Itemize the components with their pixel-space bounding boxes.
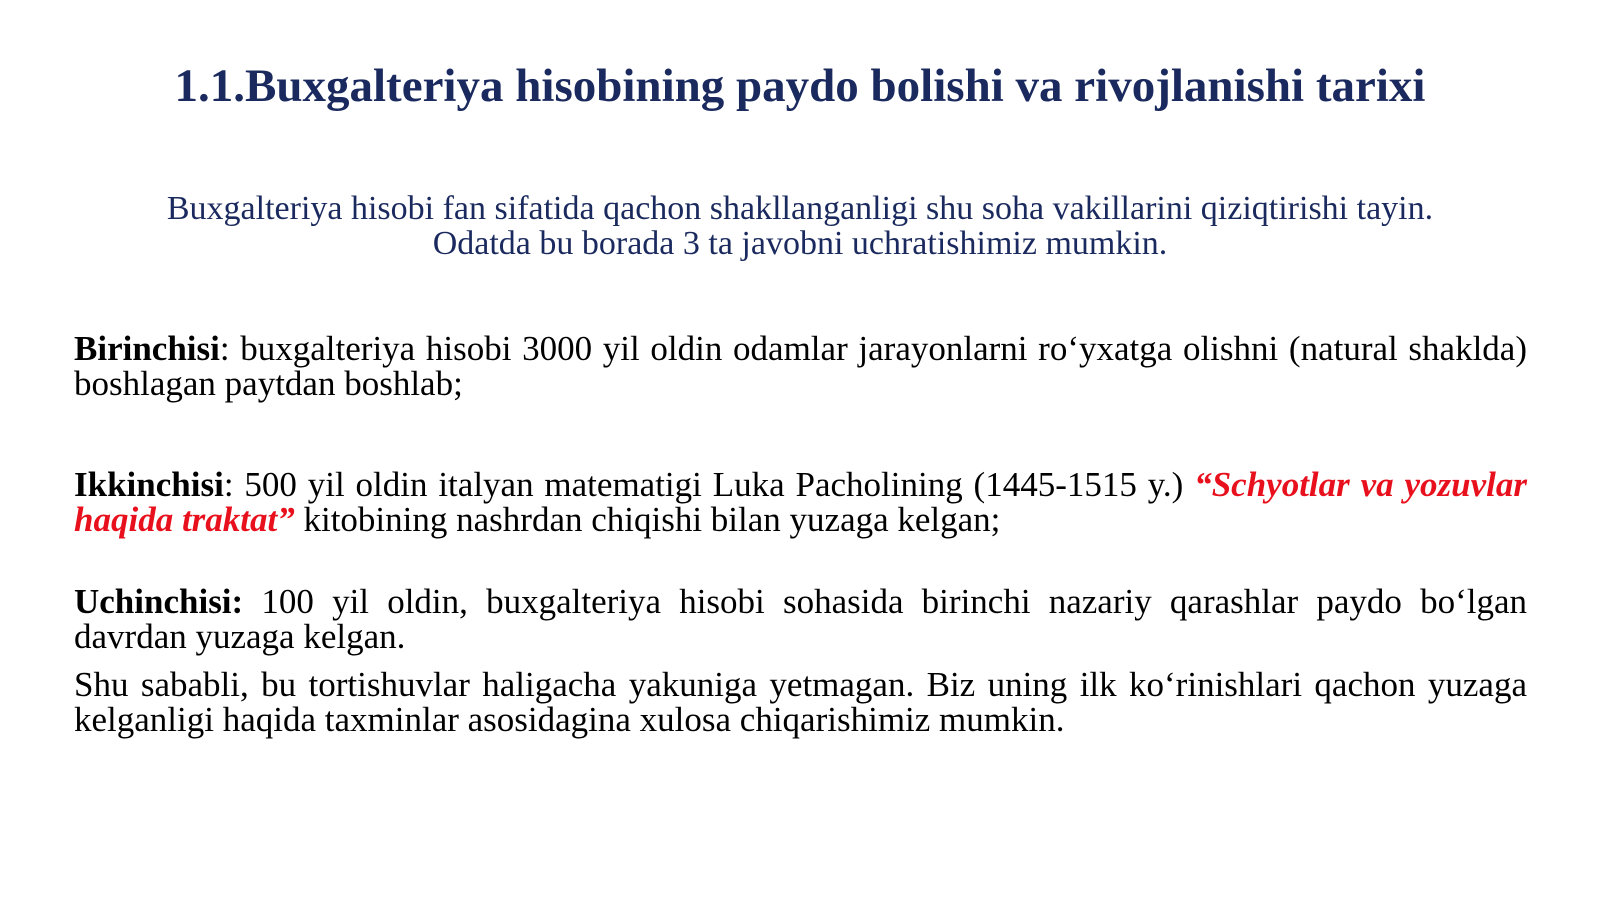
paragraph-conclusion: Shu sababli, bu tortishuvlar haligacha yakuniga yetmagan. Biz uning ilk ko‘rinishlari qachon yuzaga kelganligi haqida taxminlar asosidagina xulosa chiqarishimiz mumkin. <box>74 665 1527 739</box>
page-title: 1.1.Buxgalteriya hisobining paydo bolishi va rivojlanishi tarixi <box>174 60 1426 112</box>
paragraph-first <box>74 331 1527 401</box>
paragraph-second-text-before: : 500 yil oldin italyan matematigi Luka Pacholining (1445-1515 y.) <box>223 465 1195 504</box>
paragraph-second <box>74 467 1527 537</box>
paragraph-third <box>74 584 1527 654</box>
paragraph-second-label: Ikkinchisi <box>74 465 224 504</box>
paragraph-third-text: 100 yil oldin, buxgalteriya hisobi sohasida birinchi nazariy qarashlar paydo bo‘lgan davrdan yuzaga kelgan. <box>74 582 1527 656</box>
book-title: “Schyotlar va yozuvlar haqida traktat” <box>74 465 1528 539</box>
paragraph-second-text-after: kitobining nashrdan chiqishi bilan yuzaga kelgan; <box>294 500 1001 539</box>
paragraph-first-label: Birinchisi <box>74 329 220 368</box>
intro-paragraph: Buxgalteriya hisobi fan sifatida qachon shakllanganligi shu soha vakillarini qiziqtirishi tayin. Odatda bu borada 3 ta javobni uchratishimiz mumkin. <box>166 190 1434 262</box>
paragraph-third-label: Uchinchisi: <box>74 582 244 621</box>
paragraph-first-text: : buxgalteriya hisobi 3000 yil oldin odamlar jarayonlarni ro‘yxatga olishni (natural shaklda) boshlagan paytdan boshlab; <box>74 329 1527 403</box>
